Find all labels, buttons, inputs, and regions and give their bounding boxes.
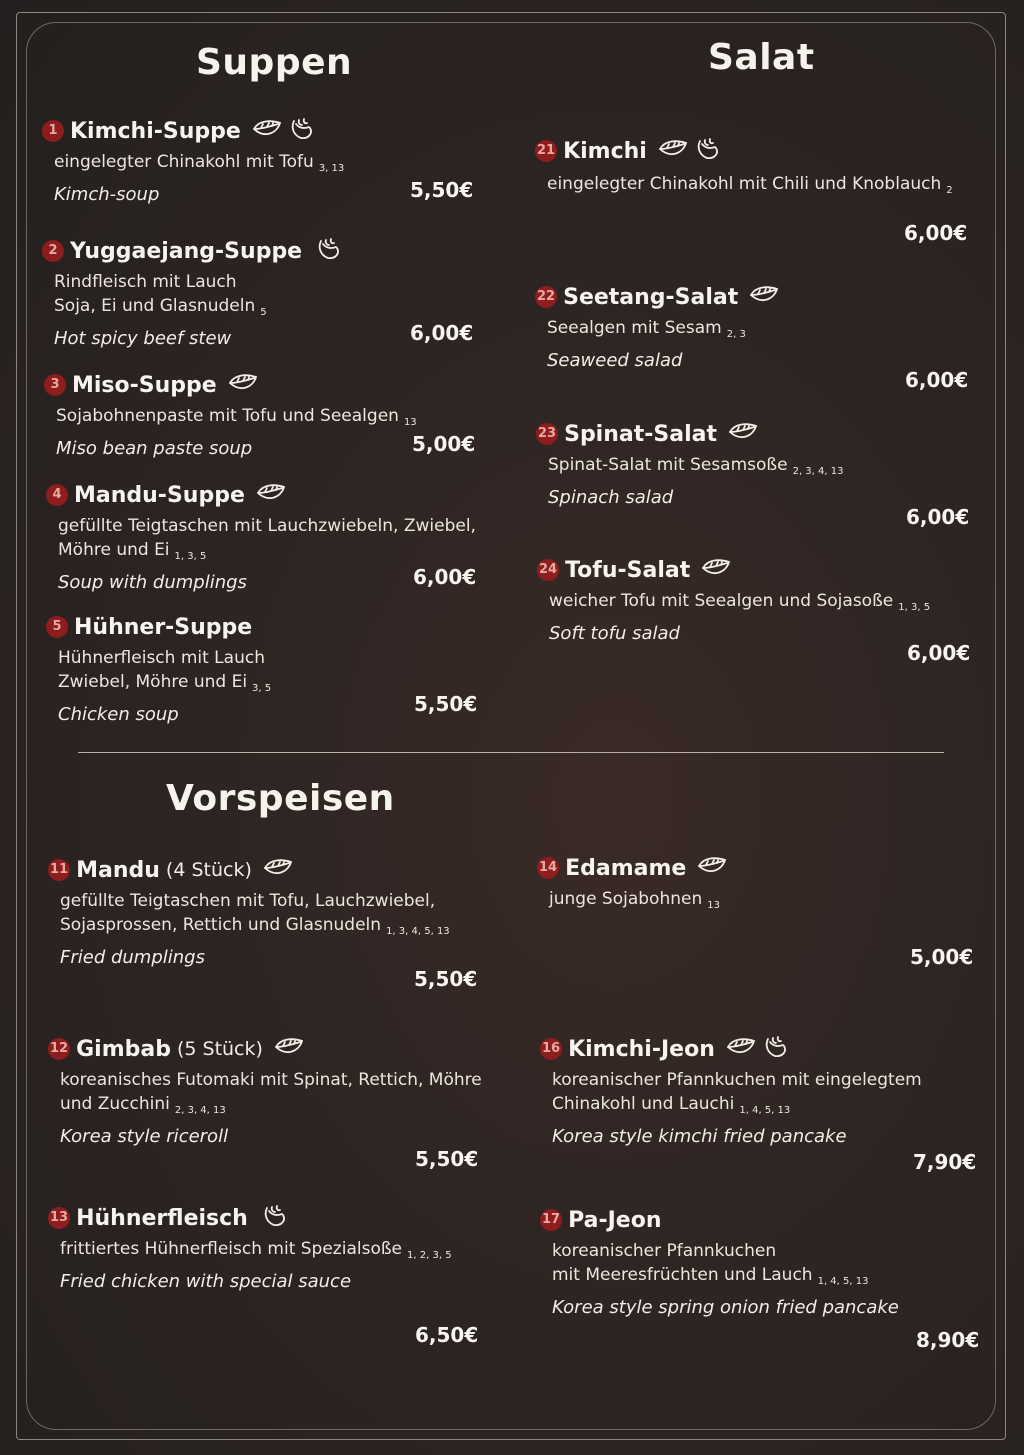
item-number-badge: 11 <box>48 859 70 881</box>
description-line <box>54 150 344 181</box>
english-name: Chicken soup <box>58 704 179 725</box>
item-price: 6,00€ <box>904 221 968 245</box>
description-text: Sojabohnenpaste mit Tofu und Seealgen <box>56 406 399 426</box>
item-icons <box>273 1035 305 1063</box>
description-line <box>552 1092 922 1123</box>
description-line <box>60 1237 452 1268</box>
menu-item-vorspeisen <box>540 1205 899 1321</box>
item-number-badge: 21 <box>535 140 557 162</box>
item-price: 5,50€ <box>415 1147 479 1171</box>
allergen-codes: 2, 3, 4, 13 <box>792 466 844 477</box>
item-price: 5,50€ <box>410 178 474 202</box>
description-text: Möhre und Ei <box>58 540 170 560</box>
description-text: eingelegter Chinakohl mit Tofu <box>54 152 314 172</box>
menu-item-suppen <box>42 236 344 352</box>
item-name: Kimchi-Jeon <box>568 1036 715 1062</box>
item-header <box>48 1203 452 1233</box>
item-description <box>547 172 953 203</box>
item-icons <box>312 237 344 265</box>
leaf-icon <box>262 856 294 884</box>
english-name: Korea style kimchi fried pancake <box>552 1126 847 1147</box>
item-name: Pa-Jeon <box>568 1207 662 1233</box>
item-number-badge: 17 <box>540 1209 562 1231</box>
allergen-codes: 3, 13 <box>318 163 345 174</box>
allergen-codes: 2, 3, 4, 13 <box>174 1105 226 1116</box>
item-header <box>536 419 843 449</box>
description-line <box>549 589 930 620</box>
description-text: Spinat-Salat mit Sesamsoße <box>548 455 788 475</box>
chili-icon <box>312 237 344 265</box>
menu-item-salat <box>536 419 843 511</box>
allergen-codes: 1, 4, 5, 13 <box>739 1105 791 1116</box>
item-description <box>56 404 417 462</box>
leaf-icon <box>251 117 283 145</box>
item-name: Miso-Suppe <box>72 372 217 398</box>
item-description <box>549 887 728 918</box>
description-text: gefüllte Teigtaschen mit Tofu, Lauchzwiebel, <box>60 891 436 911</box>
item-name: Kimchi <box>563 138 647 164</box>
description-text: Soja, Ei und Glasnudeln <box>54 296 256 316</box>
section-title-salat: Salat <box>708 37 815 78</box>
item-number-badge: 22 <box>535 286 557 308</box>
item-number-badge: 3 <box>44 374 66 396</box>
item-number-badge: 13 <box>48 1207 70 1229</box>
item-header <box>42 236 344 266</box>
description-text: Chinakohl und Lauchi <box>552 1094 735 1114</box>
item-header <box>48 855 450 885</box>
menu-item-salat <box>537 555 930 647</box>
item-icons <box>227 371 259 399</box>
leaf-icon <box>227 371 259 399</box>
description-line <box>552 1068 922 1092</box>
leaf-icon <box>657 137 689 165</box>
item-quantity: (4 Stück) <box>165 859 252 881</box>
menu-item-suppen <box>44 370 417 462</box>
item-description <box>547 316 780 374</box>
description-line <box>548 453 843 484</box>
item-icons <box>696 854 728 882</box>
chili-icon <box>759 1035 791 1063</box>
description-line <box>58 670 271 701</box>
item-price: 6,00€ <box>906 505 970 529</box>
description-line <box>547 316 780 347</box>
item-number-badge: 5 <box>46 616 68 638</box>
item-icons <box>748 283 780 311</box>
description-text: weicher Tofu mit Seealgen und Sojasoße <box>549 591 894 611</box>
allergen-codes: 2 <box>946 185 953 196</box>
item-price: 7,90€ <box>913 1150 977 1174</box>
menu-item-salat <box>535 282 780 374</box>
menu-item-vorspeisen <box>48 855 450 971</box>
english-name: Soup with dumplings <box>58 572 247 593</box>
english-name: Spinach salad <box>548 487 674 508</box>
description-text: Seealgen mit Sesam <box>547 318 722 338</box>
leaf-icon <box>748 283 780 311</box>
item-name: Yuggaejang-Suppe <box>70 238 303 264</box>
item-number-badge: 24 <box>537 559 559 581</box>
chili-icon <box>258 1204 290 1232</box>
menu-item-vorspeisen <box>537 853 728 918</box>
item-header <box>535 136 953 166</box>
allergen-codes: 2, 3 <box>726 329 746 340</box>
item-header <box>42 116 344 146</box>
item-header <box>46 612 271 642</box>
description-line <box>547 172 953 203</box>
item-name: Hühner-Suppe <box>74 614 253 640</box>
item-icons <box>262 856 294 884</box>
allergen-codes: 13 <box>707 900 720 911</box>
allergen-codes: 3, 5 <box>252 683 272 694</box>
item-name: Seetang-Salat <box>563 284 739 310</box>
leaf-icon <box>725 1035 757 1063</box>
item-price: 6,00€ <box>410 321 474 345</box>
description-line <box>60 1068 482 1092</box>
description-text: Zwiebel, Möhre und Ei <box>58 672 248 692</box>
item-icons <box>725 1035 791 1063</box>
leaf-icon <box>696 854 728 882</box>
item-price: 8,90€ <box>916 1328 980 1352</box>
item-description <box>58 646 271 728</box>
english-name: Miso bean paste soup <box>56 438 253 459</box>
item-header <box>537 555 930 585</box>
item-number-badge: 14 <box>537 857 559 879</box>
allergen-codes: 1, 2, 3, 5 <box>407 1250 452 1261</box>
chili-icon <box>691 137 723 165</box>
leaf-icon <box>273 1035 305 1063</box>
item-header <box>46 480 476 510</box>
item-header <box>540 1205 899 1235</box>
description-line <box>552 1239 899 1263</box>
item-icons <box>657 137 723 165</box>
leaf-icon <box>700 556 732 584</box>
item-number-badge: 16 <box>540 1038 562 1060</box>
item-number-badge: 4 <box>46 484 68 506</box>
description-line <box>60 889 450 913</box>
item-description <box>54 270 344 352</box>
allergen-codes: 13 <box>403 417 417 428</box>
description-text: koreanischer Pfannkuchen mit eingelegtem <box>552 1070 922 1090</box>
item-name: Tofu-Salat <box>565 557 691 583</box>
chili-icon <box>285 117 317 145</box>
item-number-badge: 1 <box>42 120 64 142</box>
item-name: Hühnerfleisch <box>76 1205 248 1231</box>
section-title-vorspeisen: Vorspeisen <box>166 778 395 819</box>
item-description <box>552 1068 922 1150</box>
item-price: 5,00€ <box>412 432 476 456</box>
description-text: frittiertes Hühnerfleisch mit Spezialsoße <box>60 1239 403 1259</box>
item-description <box>54 150 344 208</box>
description-line <box>54 270 344 294</box>
allergen-codes: 1, 3, 5 <box>174 551 207 562</box>
item-number-badge: 12 <box>48 1038 70 1060</box>
description-text: Rindfleisch mit Lauch <box>54 272 237 292</box>
item-price: 6,00€ <box>907 641 971 665</box>
item-price: 5,50€ <box>414 692 478 716</box>
item-name: Edamame <box>565 855 687 881</box>
description-text: junge Sojabohnen <box>549 889 703 909</box>
allergen-codes: 1, 4, 5, 13 <box>817 1276 869 1287</box>
english-name: Korea style riceroll <box>60 1126 229 1147</box>
description-text: Hühnerfleisch mit Lauch <box>58 648 265 668</box>
item-name: Kimchi-Suppe <box>70 118 241 144</box>
allergen-codes: 1, 3, 4, 5, 13 <box>386 926 450 937</box>
item-icons <box>251 117 317 145</box>
description-line <box>549 887 728 918</box>
description-text: koreanisches Futomaki mit Spinat, Rettich, Möhre <box>60 1070 482 1090</box>
item-name: Gimbab <box>76 1036 171 1062</box>
item-header <box>535 282 780 312</box>
item-price: 6,50€ <box>415 1323 479 1347</box>
item-name: Mandu <box>76 857 160 883</box>
item-header <box>44 370 417 400</box>
allergen-codes: 5 <box>260 307 267 318</box>
description-line <box>552 1263 899 1294</box>
item-quantity: (5 Stück) <box>176 1038 263 1060</box>
menu-item-suppen <box>46 480 476 596</box>
description-line <box>60 913 450 944</box>
description-text: Sojasprossen, Rettich und Glasnudeln <box>60 915 382 935</box>
menu-item-salat <box>535 136 953 203</box>
menu-item-suppen <box>42 116 344 208</box>
item-price: 5,50€ <box>414 967 478 991</box>
item-icons <box>700 556 732 584</box>
item-name: Mandu-Suppe <box>74 482 245 508</box>
section-title-suppen: Suppen <box>196 42 353 83</box>
description-text: mit Meeresfrüchten und Lauch <box>552 1265 813 1285</box>
description-line <box>58 514 476 538</box>
item-icons <box>727 420 759 448</box>
item-header <box>537 853 728 883</box>
menu-item-vorspeisen <box>540 1034 922 1150</box>
menu-item-suppen <box>46 612 271 728</box>
english-name: Korea style spring onion fried pancake <box>552 1297 899 1318</box>
english-name: Fried dumplings <box>60 947 205 968</box>
leaf-icon <box>255 481 287 509</box>
english-name: Fried chicken with special sauce <box>60 1271 352 1292</box>
item-description <box>549 589 930 647</box>
english-name: Kimch-soup <box>54 184 160 205</box>
item-price: 6,00€ <box>905 368 969 392</box>
item-description <box>548 453 843 511</box>
item-number-badge: 2 <box>42 240 64 262</box>
item-number-badge: 23 <box>536 423 558 445</box>
section-divider <box>78 752 944 753</box>
item-description <box>60 1068 482 1150</box>
menu-item-vorspeisen <box>48 1203 452 1295</box>
item-description <box>552 1239 899 1321</box>
menu-item-vorspeisen <box>48 1034 482 1150</box>
description-text: koreanischer Pfannkuchen <box>552 1241 777 1261</box>
english-name: Soft tofu salad <box>549 623 680 644</box>
item-description <box>60 1237 452 1295</box>
description-text: eingelegter Chinakohl mit Chili und Knoblauch <box>547 174 942 194</box>
description-line <box>54 294 344 325</box>
item-icons <box>255 481 287 509</box>
description-text: und Zucchini <box>60 1094 170 1114</box>
item-header <box>540 1034 922 1064</box>
item-header <box>48 1034 482 1064</box>
item-description <box>60 889 450 971</box>
item-name: Spinat-Salat <box>564 421 717 447</box>
description-text: gefüllte Teigtaschen mit Lauchzwiebeln, Zwiebel, <box>58 516 476 536</box>
english-name: Hot spicy beef stew <box>54 328 232 349</box>
description-line <box>60 1092 482 1123</box>
item-price: 5,00€ <box>910 945 974 969</box>
english-name: Seaweed salad <box>547 350 683 371</box>
allergen-codes: 1, 3, 5 <box>898 602 931 613</box>
leaf-icon <box>727 420 759 448</box>
item-icons <box>258 1204 290 1232</box>
item-price: 6,00€ <box>413 565 477 589</box>
description-line <box>58 646 271 670</box>
description-line <box>56 404 417 435</box>
